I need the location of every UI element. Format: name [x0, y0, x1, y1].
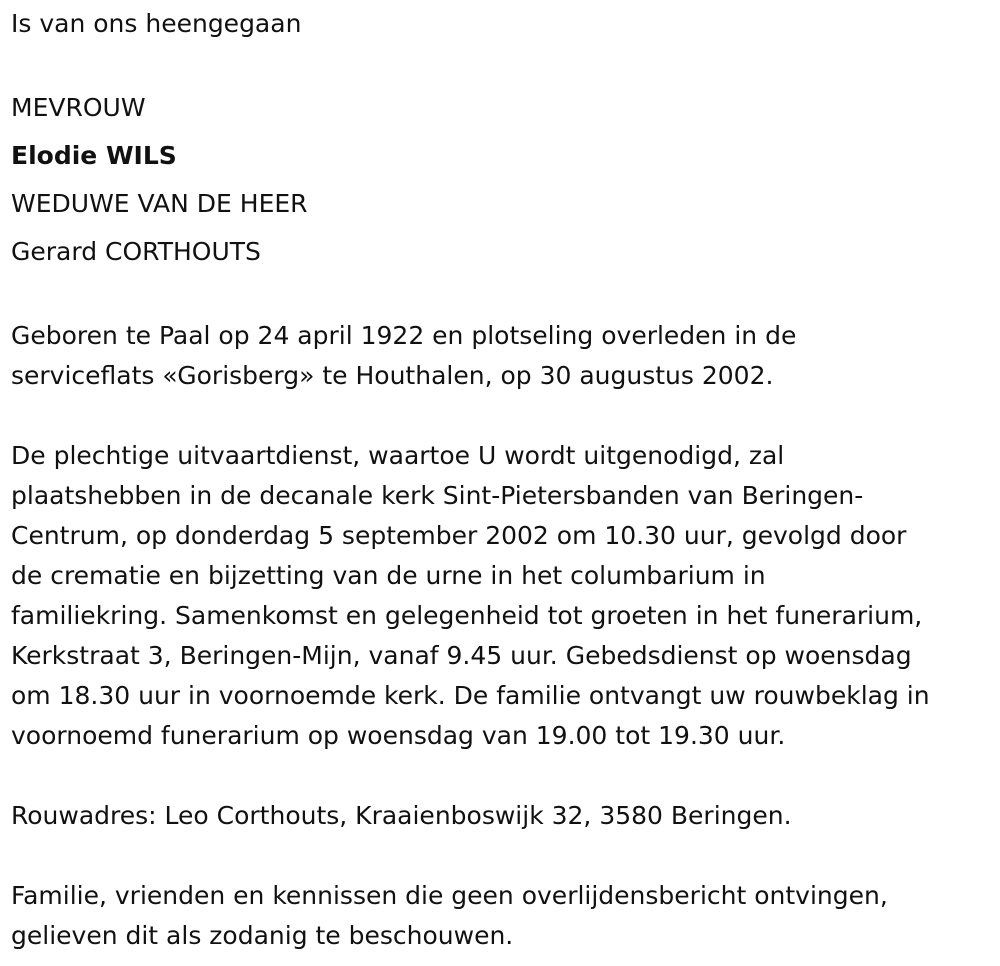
death-notice — [11, 4, 996, 956]
service-line: De plechtige uitvaartdienst, waartoe U wordt uitgenodigd, zal — [11, 441, 785, 470]
birth-line: serviceflats «Gorisberg» te Houthalen, op 30 augustus 2002. — [11, 361, 774, 390]
mourning-address: Rouwadres: Leo Corthouts, Kraaienboswijk 32, 3580 Beringen. — [11, 801, 792, 830]
service-line: Kerkstraat 3, Beringen-Mijn, vanaf 9.45 uur. Gebedsdienst op woensdag — [11, 641, 912, 670]
intro-line: Is van ons heengegaan — [11, 9, 302, 38]
service-line: de crematie en bijzetting van de urne in het columbarium in — [11, 561, 766, 590]
service-line: Centrum, op donderdag 5 september 2002 om 10.30 uur, gevolgd door — [11, 521, 907, 550]
spouse-name: Gerard CORTHOUTS — [11, 237, 261, 266]
address-paragraph — [11, 796, 996, 836]
honorific: MEVROUW — [11, 93, 146, 122]
birth-line: Geboren te Paal op 24 april 1922 en plotseling overleden in de — [11, 321, 797, 350]
service-line: om 18.30 uur in voornoemde kerk. De familie ontvangt uw rouwbeklag in — [11, 681, 930, 710]
relation-line: WEDUWE VAN DE HEER — [11, 189, 308, 218]
service-line: familiekring. Samenkomst en gelegenheid tot groeten in het funerarium, — [11, 601, 923, 630]
deceased-block — [11, 84, 996, 276]
service-paragraph — [11, 436, 996, 756]
birth-paragraph — [11, 316, 996, 396]
deceased-name: Elodie WILS — [11, 141, 177, 170]
closing-line: Familie, vrienden en kennissen die geen overlijdensbericht ontvingen, — [11, 881, 888, 910]
service-line: plaatshebben in de decanale kerk Sint-Pietersbanden van Beringen- — [11, 481, 864, 510]
closing-line: gelieven dit als zodanig te beschouwen. — [11, 921, 514, 950]
closing-paragraph — [11, 876, 996, 956]
service-line: voornoemd funerarium op woensdag van 19.00 tot 19.30 uur. — [11, 721, 786, 750]
